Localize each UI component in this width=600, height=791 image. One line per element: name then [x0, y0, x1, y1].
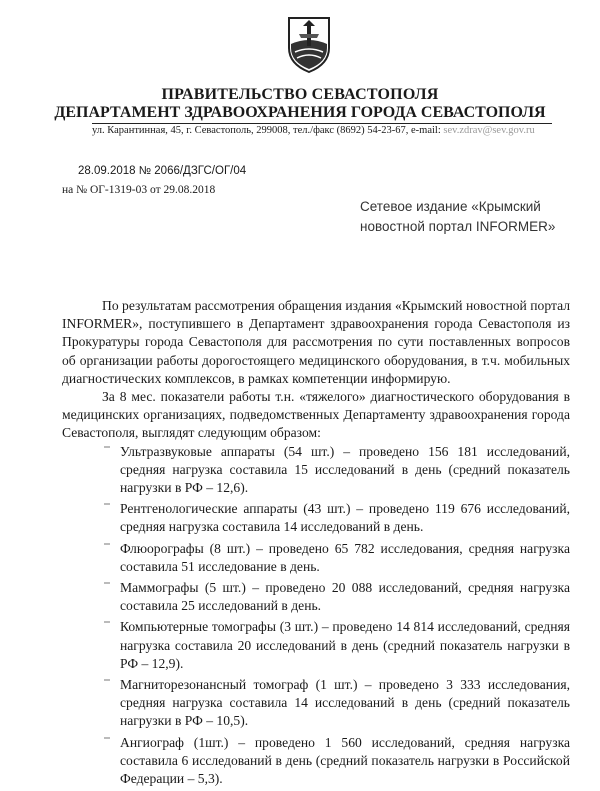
org-department-title: ДЕПАРТАМЕНТ ЗДРАВООХРАНЕНИЯ ГОРОДА СЕВАСТОПОЛЯ	[54, 104, 546, 121]
addressee: Сетевое издание «Крымский новостной портал INFORMER»	[360, 199, 556, 234]
equipment-list	[62, 438, 570, 789]
list-item: ⎯ Флюорографы (8 шт.) – проведено 65 782 исследования, средняя нагрузка составила 51 исследование в день.	[104, 535, 570, 574]
list-item: ⎯ Магниторезонансный томограф (1 шт.) – проведено 3 333 исследования, средняя нагрузка составила 14 исследований в день (средний показатель нагрузки в РФ – 10,5).	[104, 672, 570, 729]
dash-icon: ⎯	[104, 672, 111, 687]
address-email: sev.zdrav@sev.gov.ru	[440, 125, 535, 136]
dash-icon: ⎯	[104, 438, 111, 453]
stats-intro-paragraph: За 8 мес. показатели работы т.н. «тяжелого» диагностического оборудования в медицинских организациях, подведомственных Департаменту здравоохранения города Севастополя, выглядят следующим образом:	[62, 389, 570, 441]
list-item: ⎯ Рентгенологические аппараты (43 шт.) – проведено 119 676 исследований, средняя нагрузка составила 14 исследований в день.	[104, 496, 570, 535]
letter-body	[62, 297, 570, 791]
dash-icon: ⎯	[104, 535, 111, 550]
address-text: ул. Карантинная, 45, г. Севастополь, 299008, тел./факс (8692) 54-23-67, e-mail:	[92, 125, 441, 136]
dash-icon: ⎯	[104, 575, 111, 590]
list-item: ⎯ Ангиограф (1шт.) – проведено 1 560 исследований, средняя нагрузка составила 6 исследований в день (средний показатель нагрузки в Российской Федерации – 5,3).	[104, 729, 570, 787]
list-item: ⎯ Маммографы (5 шт.) – проведено 20 088 исследований, средняя нагрузка составила 25 исследований в день.	[104, 575, 570, 614]
dash-icon: ⎯	[104, 496, 111, 511]
list-item: ⎯ Компьютерные томографы (3 шт.) – проведено 14 814 исследований, средняя нагрузка составила 20 исследований в день (средний показатель нагрузки в РФ – 12,9).	[104, 614, 570, 671]
dash-icon: ⎯	[104, 729, 111, 744]
list-item: ⎯ Ультразвуковые аппараты (54 шт.) – проведено 156 181 исследований, средняя нагрузка составила 15 исследований в день (средний показатель нагрузки в РФ – 12,6).	[104, 438, 570, 496]
intro-paragraph: По результатам рассмотрения обращения издания «Крымский новостной портал INFORMER», поступившего в Департамент здравоохранения города Севастополя из Прокуратуры города Севастополя для рассмотрения по сути поставленных вопросов об организации работы дорогостоящего медицинского оборудования, в т.ч. мобильных диагностических комплексов, в рамках компетенции информирую.	[62, 298, 570, 386]
letterhead-address	[92, 123, 552, 136]
dash-icon: ⎯	[104, 614, 111, 629]
org-government-title: ПРАВИТЕЛЬСТВО СЕВАСТОПОЛЯ	[161, 86, 439, 103]
incoming-ref-number: на № ОГ-1319-03 от 29.08.2018	[62, 184, 216, 196]
coat-of-arms-icon	[285, 14, 333, 74]
outgoing-reg-number: 28.09.2018 № 2066/ДЗГС/ОГ/04	[78, 165, 247, 177]
